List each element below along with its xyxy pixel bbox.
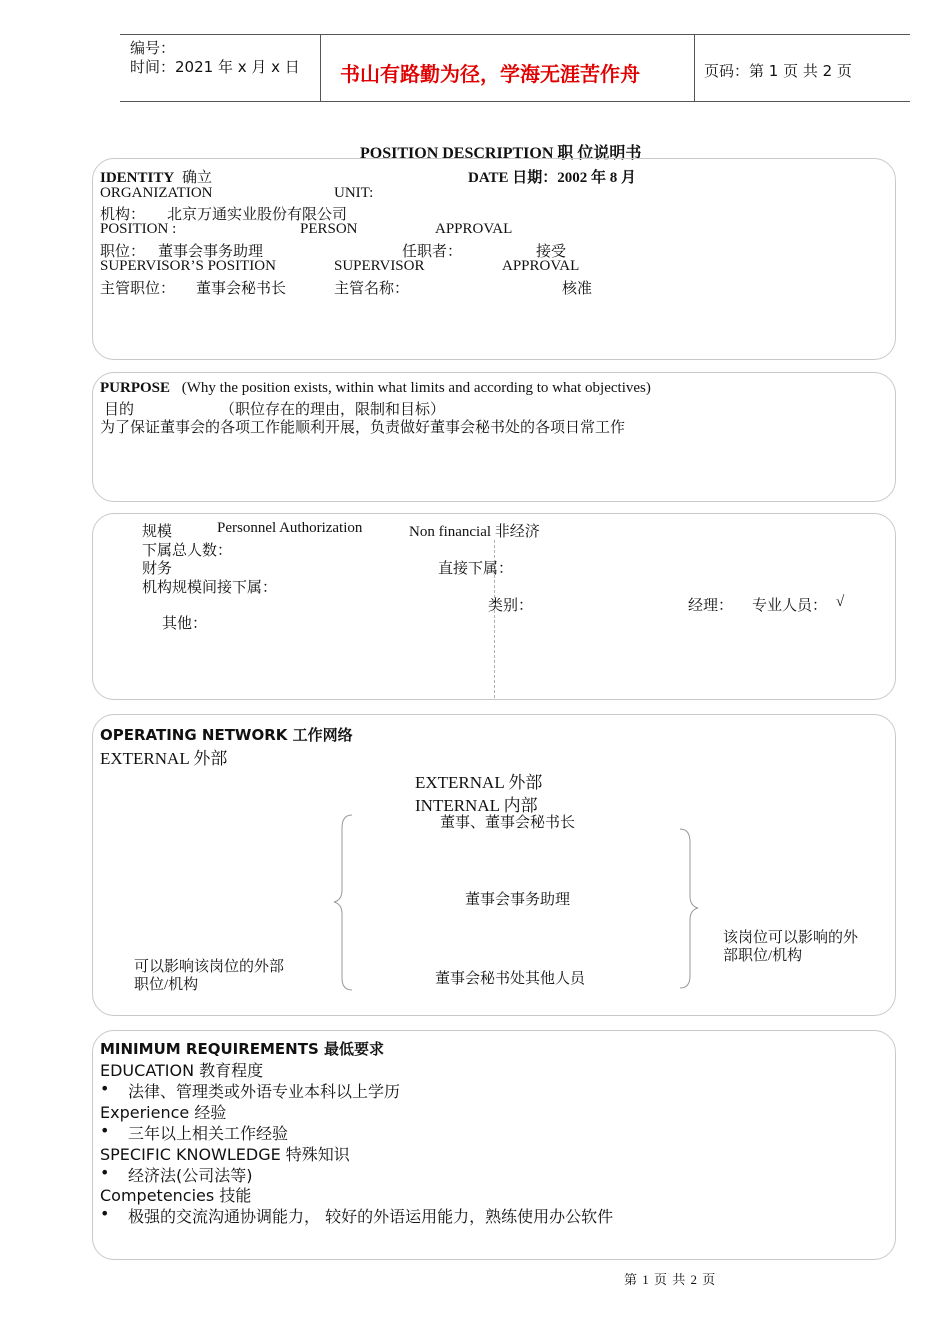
professional-check: √	[836, 594, 845, 610]
education-item: 法律、管理类或外语专业本科以上学历	[128, 1082, 401, 1101]
purpose-heading-cn: 目的	[104, 402, 135, 418]
supervisor-position-value: 董事会秘书长	[196, 281, 287, 297]
requirements-heading: MINIMUM REQUIREMENTS 最低要求	[100, 1040, 384, 1058]
approval-label-2: APPROVAL	[502, 258, 580, 274]
competencies-bullet-icon: •	[100, 1204, 110, 1223]
position-label-cn: 职位：	[100, 244, 146, 260]
network-right-note-2: 部职位/机构	[723, 948, 803, 964]
position-label: POSITION :	[100, 221, 177, 237]
network-top-node: 董事、董事会秘书长	[440, 815, 576, 831]
accept-label-cn: 接受	[536, 244, 567, 260]
network-left-note-2: 职位/机构	[134, 977, 199, 993]
experience-item: 三年以上相关工作经验	[128, 1124, 289, 1143]
identity-heading-en: IDENTITY	[100, 170, 175, 186]
supervisor-name-label-cn: 主管名称：	[334, 281, 410, 297]
page-footer: 第 1 页 共 2 页	[624, 1272, 717, 1287]
competencies-label: Competencies 技能	[100, 1186, 252, 1205]
network-heading: OPERATING NETWORK 工作网络	[100, 726, 353, 744]
document-title: POSITION DESCRIPTION 职 位说明书	[360, 145, 642, 162]
left-brace-icon	[334, 815, 352, 990]
non-financial: Non financial 非经济	[409, 524, 540, 540]
network-external-center: EXTERNAL 外部	[415, 773, 543, 792]
experience-label: Experience 经验	[100, 1103, 227, 1122]
professional-label: 专业人员：	[752, 598, 828, 614]
position-value: 董事会事务助理	[158, 244, 264, 260]
header-number: 编号：	[130, 39, 176, 57]
header-top-rule	[120, 34, 910, 35]
experience-bullet-icon: •	[100, 1121, 110, 1140]
network-external-left: EXTERNAL 外部	[100, 749, 228, 768]
purpose-heading-en: PURPOSE	[100, 380, 171, 396]
holder-label-cn: 任职者：	[402, 244, 463, 260]
header-page-number: 页码：第 1 页 共 2 页	[704, 62, 852, 80]
approve-label-cn: 核准	[562, 281, 593, 297]
knowledge-bullet-icon: •	[100, 1163, 110, 1182]
right-brace-icon	[680, 829, 698, 988]
header-motto: 书山有路勤为径，学海无涯苦作舟	[340, 62, 640, 86]
other-label: 其他：	[162, 616, 208, 632]
header-divider-right	[694, 34, 695, 102]
knowledge-label: SPECIFIC KNOWLEDGE 特殊知识	[100, 1145, 350, 1164]
purpose-text: 为了保证董事会的各项工作能顺利开展，负责做好董事会秘书处的各项日常工作	[100, 420, 626, 436]
network-right-note-1: 该岗位可以影响的外	[723, 930, 859, 946]
personnel-authorization: Personnel Authorization	[217, 520, 363, 536]
network-internal-center: INTERNAL 内部	[415, 796, 538, 815]
person-label: PERSON	[300, 221, 358, 237]
identity-date: DATE 日期：2002 年 8 月	[468, 170, 637, 186]
approval-label: APPROVAL	[435, 221, 513, 237]
supervisor-label: SUPERVISOR	[334, 258, 425, 274]
network-bottom-node: 董事会秘书处其他人员	[435, 971, 586, 987]
finance-label: 财务	[142, 561, 173, 577]
category-label: 类别：	[488, 598, 534, 614]
network-left-note-1: 可以影响该岗位的外部	[134, 959, 285, 975]
identity-heading-cn: 确立	[181, 170, 212, 186]
direct-subordinates: 直接下属：	[438, 561, 514, 577]
scale-label-cn: 规模	[142, 524, 173, 540]
purpose-heading	[100, 380, 651, 397]
knowledge-item: 经济法(公司法等)	[128, 1166, 253, 1185]
unit-label: UNIT:	[334, 185, 374, 201]
org-label-cn: 机构：	[100, 207, 146, 223]
manager-label: 经理：	[688, 598, 734, 614]
supervisor-position-label: SUPERVISOR’S POSITION	[100, 258, 276, 274]
indirect-subordinates: 机构规模间接下属：	[142, 580, 278, 596]
purpose-description: (Why the position exists, within what limits and according to what objectives)	[181, 380, 651, 396]
competencies-item: 极强的交流沟通协调能力， 较好的外语运用能力，熟练使用办公软件	[128, 1207, 614, 1226]
supervisor-position-label-cn: 主管职位：	[100, 281, 176, 297]
subordinates-total: 下属总人数：	[142, 543, 233, 559]
education-label: EDUCATION 教育程度	[100, 1061, 264, 1080]
org-value: 北京万通实业股份有限公司	[167, 207, 348, 223]
purpose-description-cn: （职位存在的理由，限制和目标）	[220, 402, 446, 418]
header-divider-left	[320, 34, 321, 102]
header-bottom-rule	[120, 101, 910, 102]
header-time: 时间：2021 年 x 月 x 日	[130, 58, 300, 76]
network-middle-node: 董事会事务助理	[465, 892, 571, 908]
education-bullet-icon: •	[100, 1079, 110, 1098]
organization-label: ORGANIZATION	[100, 185, 213, 201]
identity-heading	[100, 166, 212, 187]
